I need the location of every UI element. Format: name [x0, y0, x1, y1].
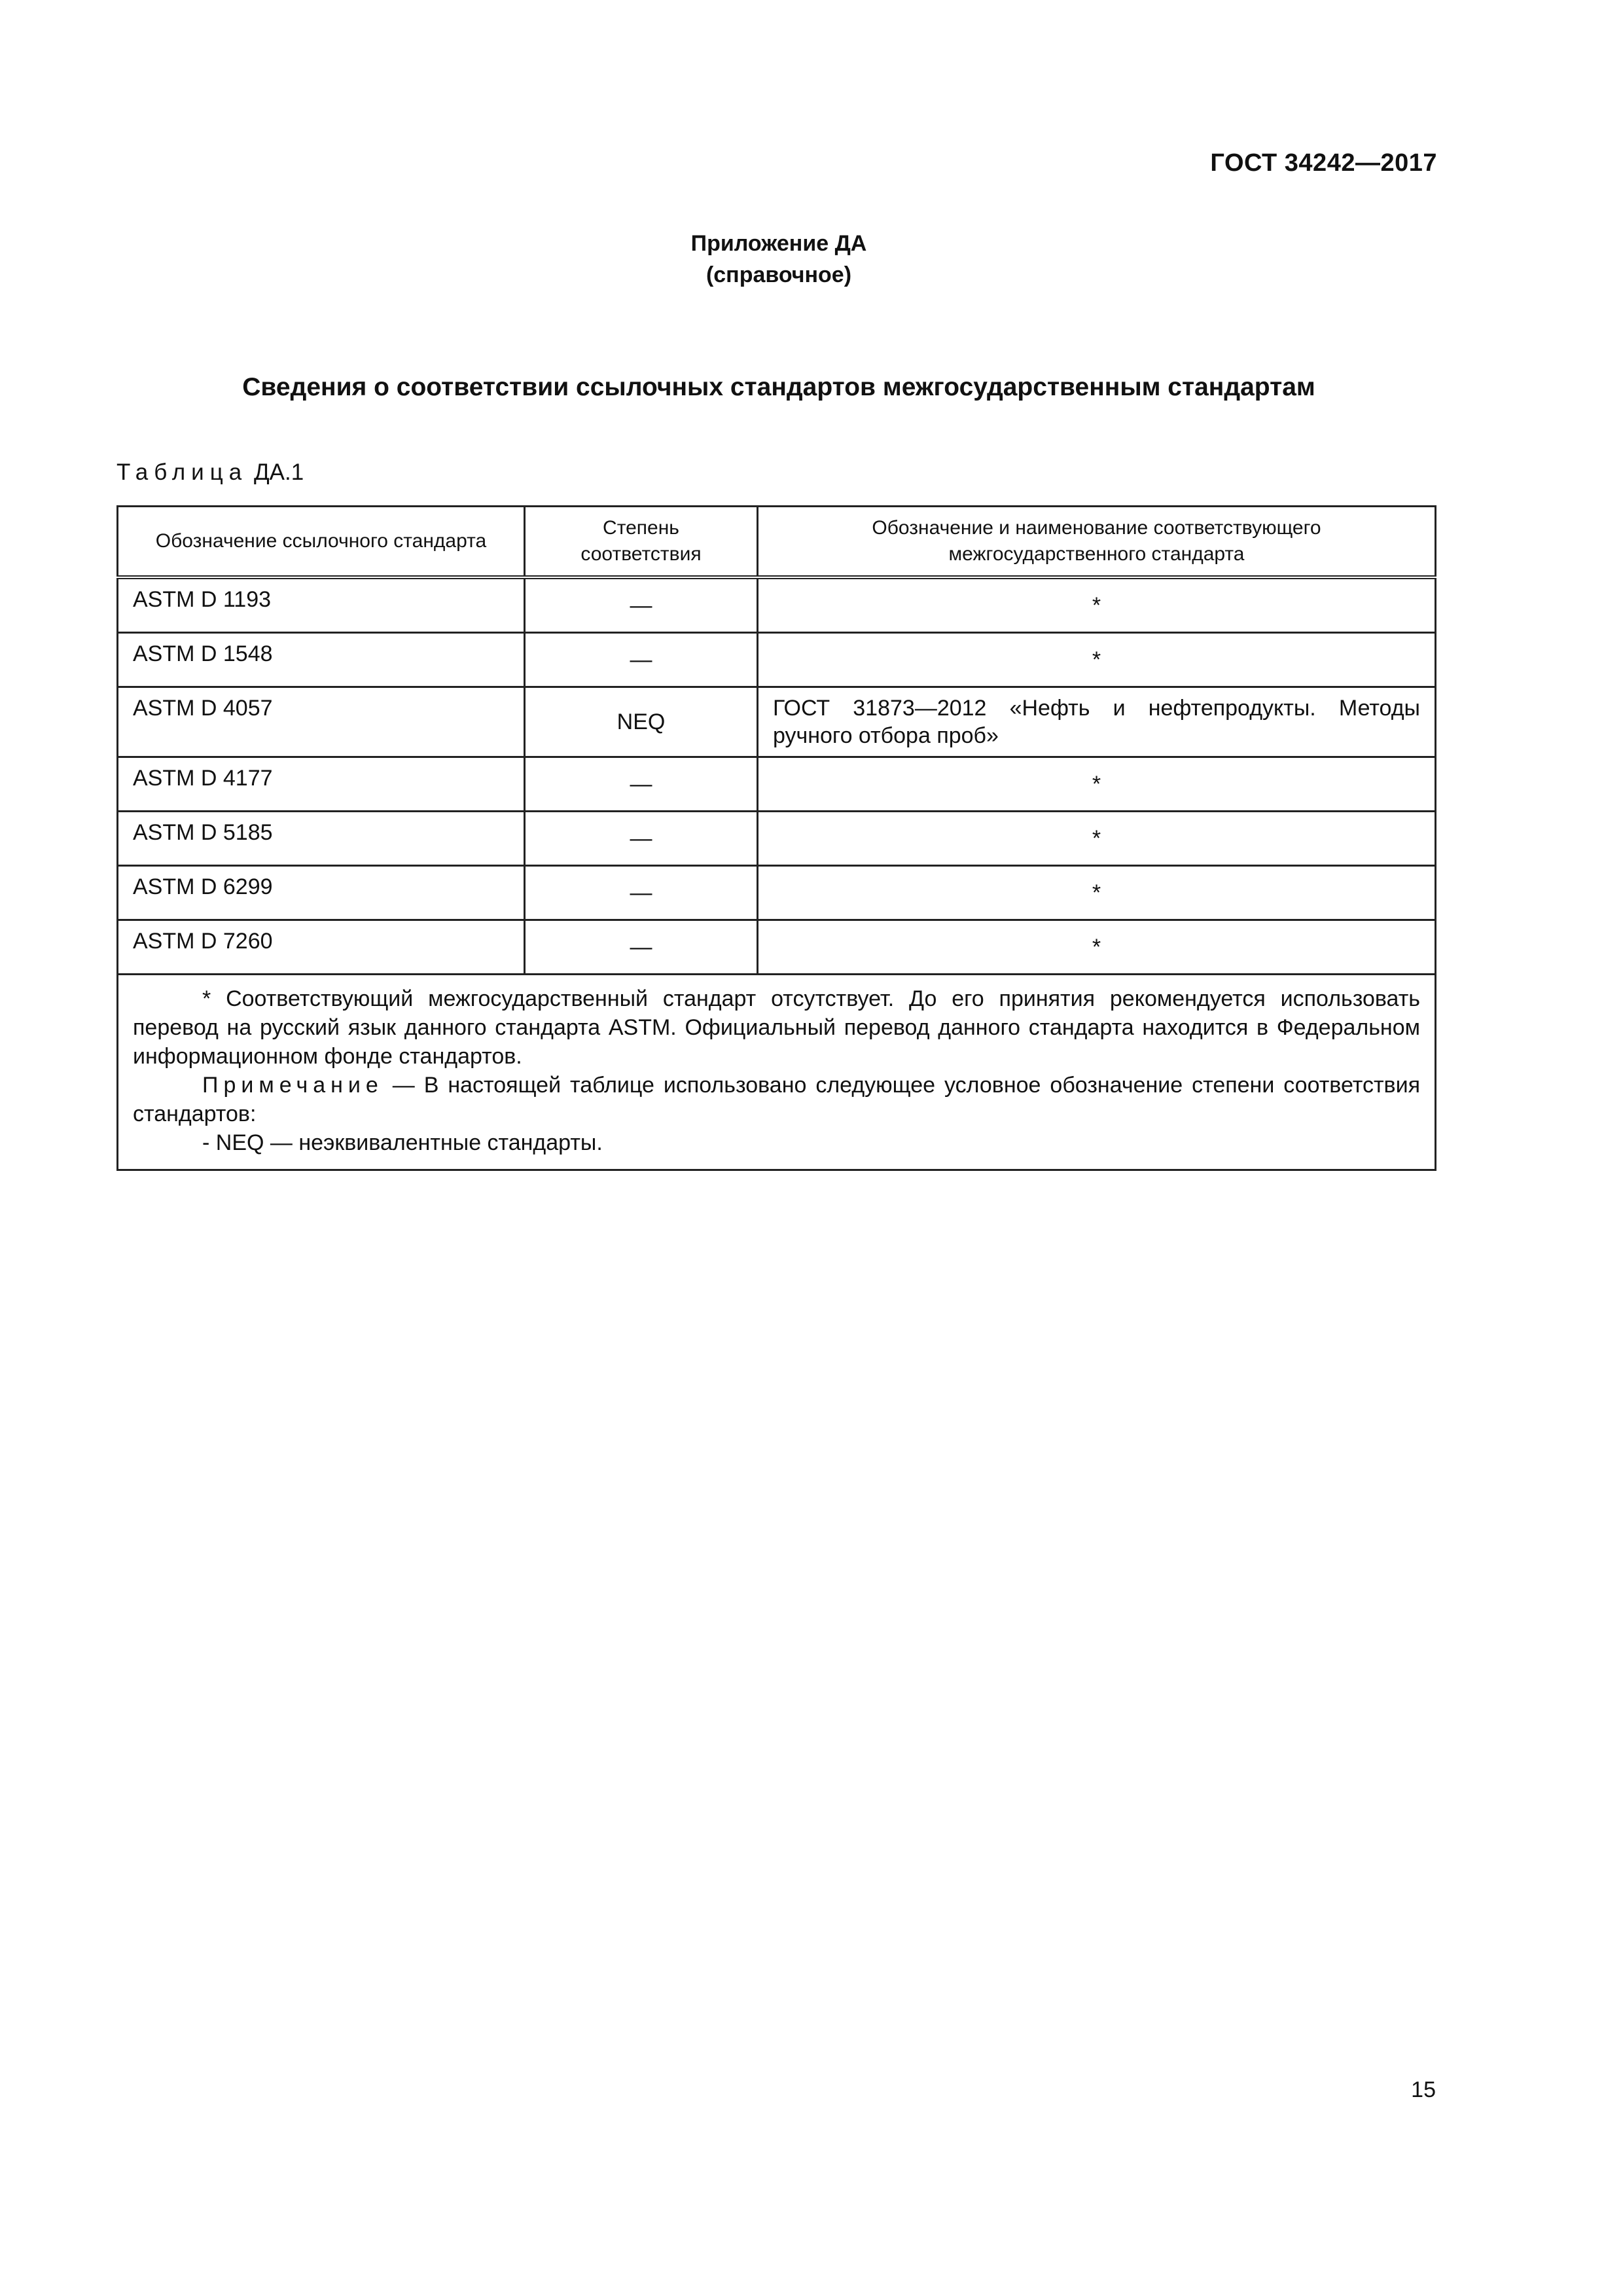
- cell-interstate-standard: *: [758, 920, 1436, 975]
- cell-reference-code: ASTM D 1548: [118, 633, 525, 687]
- cell-interstate-standard: *: [758, 633, 1436, 687]
- cell-conformity-degree: —: [525, 633, 758, 687]
- table-row: [118, 757, 1436, 812]
- document-code: ГОСТ 34242—2017: [1210, 149, 1437, 177]
- table-row: [118, 866, 1436, 920]
- cell-reference-code: ASTM D 5185: [118, 812, 525, 866]
- cell-interstate-standard: *: [758, 812, 1436, 866]
- cell-conformity-degree: —: [525, 920, 758, 975]
- column-header-code: Обозначение ссылочного стандарта: [118, 507, 525, 578]
- cell-reference-code: ASTM D 1193: [118, 577, 525, 633]
- note-text: — В настоящей таблице использовано следующее условное обозначение степени соответствия стандартов:: [133, 1073, 1420, 1126]
- table-caption-number: ДА.1: [253, 459, 304, 485]
- cell-conformity-degree: —: [525, 812, 758, 866]
- cell-reference-code: ASTM D 4057: [118, 687, 525, 757]
- standards-table: [116, 505, 1436, 1171]
- section-title: Сведения о соответствии ссылочных стандартов межгосударственным стандартам: [242, 373, 1315, 401]
- cell-interstate-standard: *: [758, 577, 1436, 633]
- table-row: [118, 812, 1436, 866]
- cell-interstate-standard: *: [758, 866, 1436, 920]
- page-number: 15: [1411, 2077, 1436, 2102]
- table-notes-row: [118, 975, 1436, 1170]
- table-caption-word: Таблица: [116, 459, 248, 485]
- cell-reference-code: ASTM D 4177: [118, 757, 525, 812]
- note-label: Примечание: [202, 1073, 383, 1098]
- cell-reference-code: ASTM D 6299: [118, 866, 525, 920]
- appendix-subtitle: (справочное): [705, 262, 852, 287]
- table-note: [133, 1071, 1420, 1128]
- cell-conformity-degree: —: [525, 757, 758, 812]
- table-row: [118, 577, 1436, 633]
- table-notes: [118, 975, 1436, 1170]
- appendix-heading: [0, 228, 1558, 291]
- table-row: [118, 920, 1436, 975]
- appendix-title: Приложение ДА: [690, 231, 867, 256]
- table-row: [118, 687, 1436, 757]
- table-header-row: [118, 507, 1436, 578]
- cell-reference-code: ASTM D 7260: [118, 920, 525, 975]
- table-row: [118, 633, 1436, 687]
- note-item: - NEQ — неэквивалентные стандарты.: [202, 1130, 603, 1155]
- column-header-degree: Степень соответствия: [525, 507, 758, 578]
- table-footnote: * Соответствующий межгосударственный стандарт отсутствует. До его принятия рекомендуется использовать перевод на русский язык данного стандарта ASTM. Официальный перевод данного стандарта находится в Федеральном информационном фонде стандартов.: [133, 986, 1420, 1069]
- column-header-gost: Обозначение и наименование соответствующего межгосударственного стандарта: [758, 507, 1436, 578]
- table-caption: [116, 459, 304, 486]
- cell-interstate-standard: *: [758, 757, 1436, 812]
- cell-conformity-degree: NEQ: [525, 687, 758, 757]
- cell-conformity-degree: —: [525, 866, 758, 920]
- cell-interstate-standard: ГОСТ 31873—2012 «Нефть и нефтепродукты. Методы ручного отбора проб»: [758, 687, 1436, 757]
- cell-conformity-degree: —: [525, 577, 758, 633]
